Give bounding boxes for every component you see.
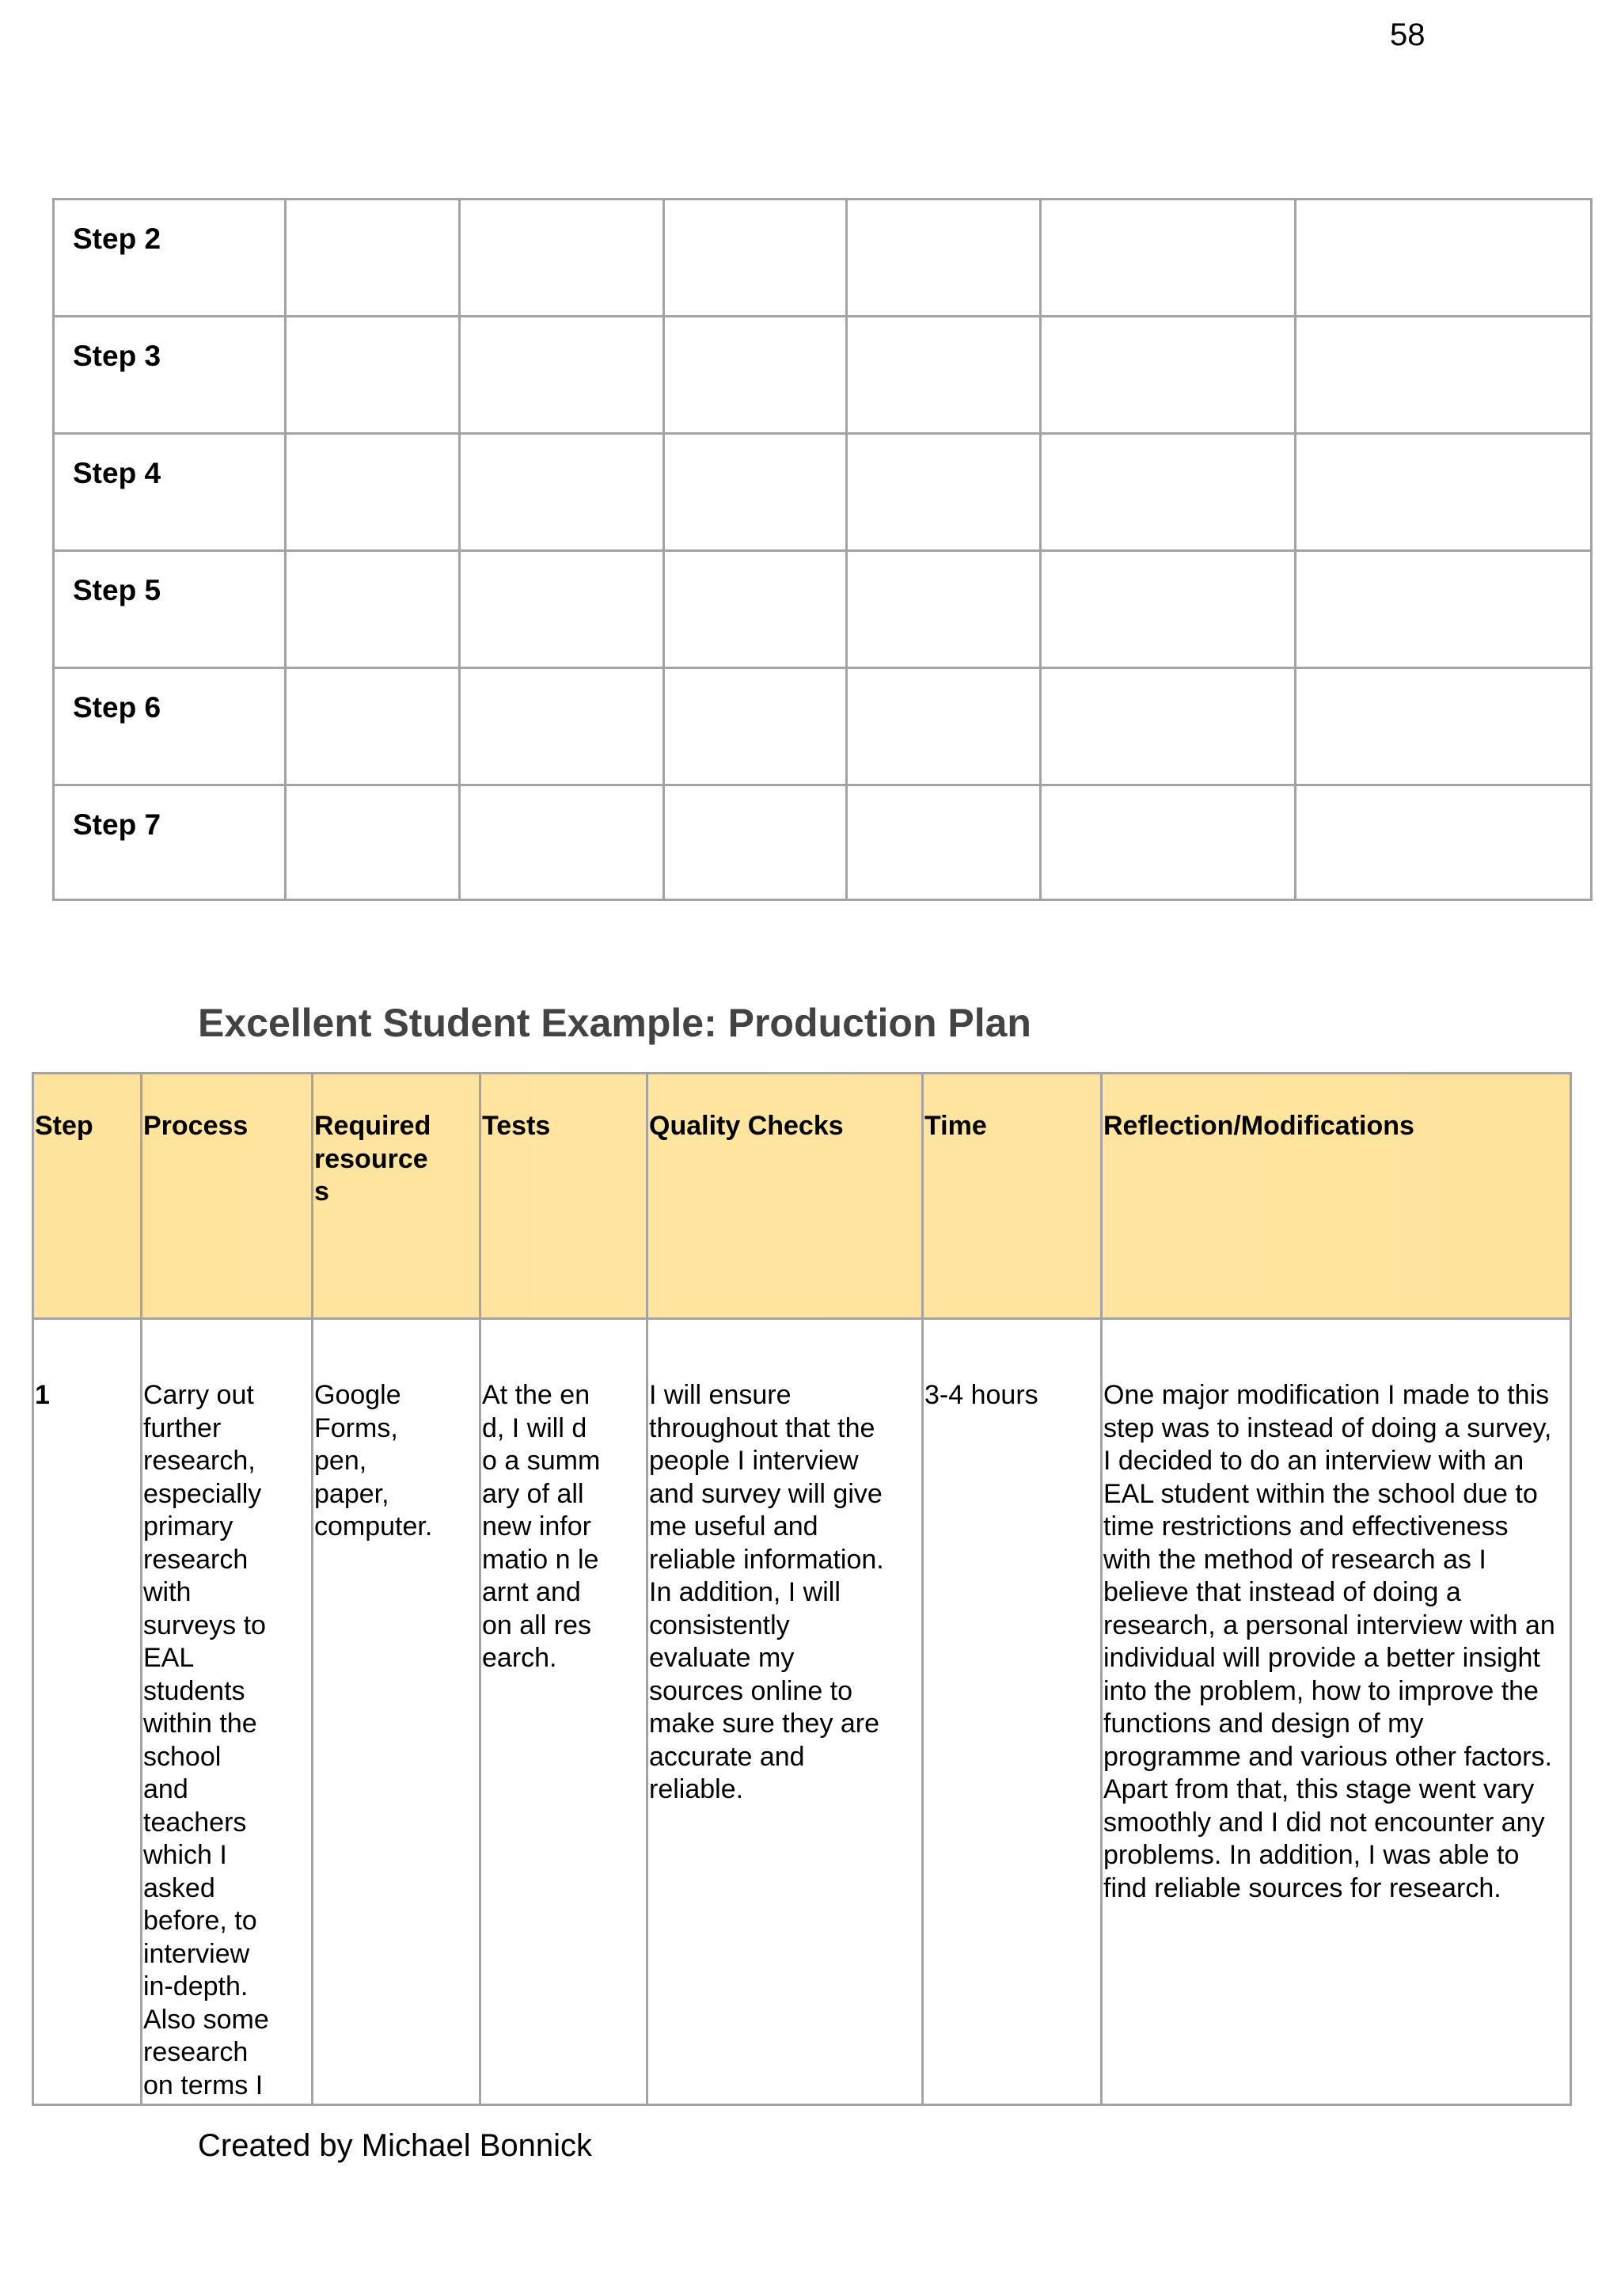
step-label: Step 6 bbox=[73, 691, 161, 724]
step-label: Step 2 bbox=[73, 222, 161, 255]
step-label: Step 5 bbox=[73, 574, 161, 606]
column-header-step: Step bbox=[35, 1111, 93, 1141]
column-header-reflection: Reflection/Modifications bbox=[1103, 1111, 1414, 1141]
table-row bbox=[52, 667, 1593, 784]
section-title: Excellent Student Example: Production Plan bbox=[198, 1001, 1031, 1045]
column-header-required-resources: Required resource s bbox=[314, 1111, 431, 1207]
column-header-tests: Tests bbox=[482, 1111, 551, 1141]
page-number: 58 bbox=[1390, 17, 1425, 52]
reflection-cell: One major modification I made to this step was to instead of doing a survey, I decided to do an interview with an EAL student within the school due to time restrictions and effectiveness with the method of research as I believe that instead of doing a research, a personal interview with an individual will provide a better insight into the problem, how to improve the functions and design of my programme and various other factors. Apart from that, this stage went vary smoothly and I did not encounter any problems. In addition, I was able to find reliable sources for research. bbox=[1103, 1380, 1555, 1903]
production-plan-table bbox=[32, 1072, 1572, 2106]
column-header-time: Time bbox=[924, 1111, 987, 1141]
table-row bbox=[52, 784, 1593, 901]
tests-cell: At the end, I will do a summary of all new informatio n learnt and on all research. bbox=[482, 1380, 601, 1673]
table-row bbox=[52, 432, 1593, 549]
quality-checks-cell: I will ensure throughout that the people I interview and survey will give me useful and reliable information. In addition, I will consistently evaluate my sources online to make sure they are accurate and reliable. bbox=[649, 1380, 884, 1804]
table-row bbox=[52, 198, 1593, 315]
step-label: Step 4 bbox=[73, 457, 161, 489]
process-cell: Carry out further research, especially primary research with surveys to EAL students within the school and teachers which I asked before, to interview in-depth. Also some research on terms I bbox=[143, 1380, 269, 2100]
table-row bbox=[52, 315, 1593, 432]
required-resources-cell: Google Forms, pen, paper, computer. bbox=[314, 1380, 433, 1541]
footer-credit: Created by Michael Bonnick bbox=[198, 2128, 593, 2163]
table-row bbox=[52, 549, 1593, 667]
step-label: Step 7 bbox=[73, 808, 161, 841]
steps-grid-table bbox=[52, 198, 1593, 901]
step-number-cell: 1 bbox=[35, 1380, 50, 1410]
time-cell: 3-4 hours bbox=[924, 1380, 1038, 1410]
table-header-band bbox=[32, 1072, 1572, 1319]
step-label: Step 3 bbox=[73, 340, 161, 372]
column-header-process: Process bbox=[143, 1111, 249, 1141]
column-header-quality-checks: Quality Checks bbox=[649, 1111, 844, 1141]
